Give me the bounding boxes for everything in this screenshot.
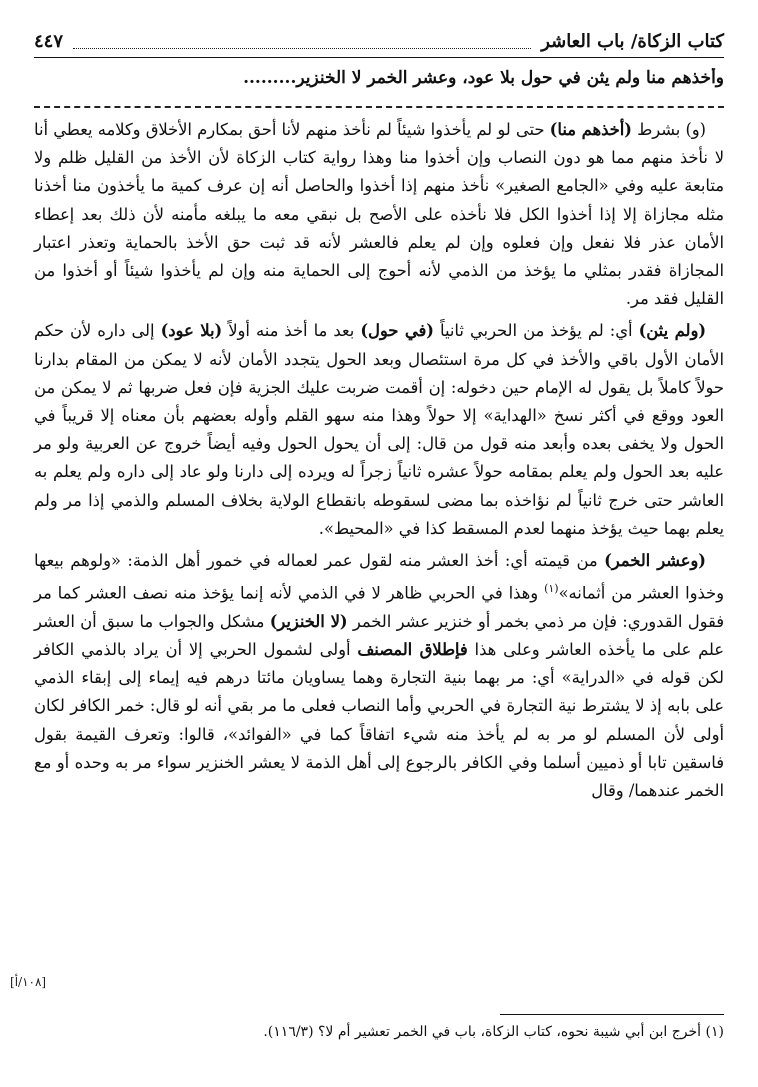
text-run: وهذا في الحربي ظاهر لا في الذمي لأنه إنما يؤخذ منه نصف العشر كما مر فقول القدوري: فإن مر ذمي بخمر أو خنزير عشر الخمر <box>34 583 725 631</box>
manuscript-folio-ref: [١٠٨/أ] <box>10 975 47 989</box>
footnote-rule <box>500 1014 724 1015</box>
bold-term: (وعشر الخمر) <box>604 551 706 571</box>
header-dotted-rule <box>73 34 531 49</box>
footnote: (١) أخرج ابن أبي شيبة نحوه، كتاب الزكاة، باب في الخمر تعشير أم لا؟ (١١٦/٣). <box>263 1024 724 1040</box>
bold-term: (في حول) <box>360 321 434 341</box>
text-run: إلى داره لأن حكم الأمان الأول باقي والأخذ في كل مرة استئصال وبعد الحول يتجدد الأمان لأنه لا يمكن من المقام بدارنا حولاً كاملاً بل يقول له الإمام حين دخوله: إن أقمت ضربت عليك الجزية فإن فعل ضربها ثم لا يمكن من العود ووقع في أكثر نسخ «الهداية» إلا حولاً وهذا منه سهو القلم وأوله بعضهم بأن معناه إلا قريباً في الحول ولا يخفى بعده وأبعد منه قول من قال: إلى أن يحول الحول وفيه أيضاً خروج عن العربية ولو مر عليه بعد الحول ولم يعلم بمقامه حولاً عشره ثانياً زجراً له ويرده إلى دارنا ولو عاد إلى داره ولم يعلم به العاشر حتى خرج ثانياً لم نؤاخذه بما مضى لسقوطه بانقطاع الولاية بخلاف المسلم والذمي إذا مر ولم يعلم بهما حيث يؤخذ منهما لعدم المسقط كذا في «المحيط». <box>34 321 724 538</box>
footnote-marker: (١) <box>544 582 559 596</box>
header-rule <box>34 57 724 58</box>
text-run: مشكل والجواب ما سبق أن العشر علم على ما يأخذه العاشر وعلى هذا <box>34 611 725 660</box>
bold-term: فإطلاق المصنف <box>357 640 468 660</box>
text-run: (و) بشرط <box>631 120 707 139</box>
chapter-title: كتاب الزكاة/ باب العاشر <box>541 30 724 52</box>
paragraph <box>34 547 724 805</box>
text-run: أولى لشمول الحربي إلا أن يراد بالذمي الكافر لكن قوله في «الدراية» أي: مر بهما بنية التجارة وهما يساويان مائتا درهم فيه إيماء إلى إبقاء الذمي على بابه إذ لا يشترط نية التجارة في الحربي وأما النصاب فعلى ما مر بقي أنه لو قال: خمر الكافر لكان أولى لأن المسلم لو مر به لم يأخذ منه شيء اتفاقاً كما في «الفوائد»، قالوا: وتعرف القيمة بقول فاسقين تابا أو ذميين أسلما وفي الكافر بالرجوع إلى أهل الذمة لا يعشر الخنزير سواء مر به وحده أو مع الخمر عندهما/ وقال <box>34 640 724 801</box>
bold-term: (أخذهم منا) <box>549 120 632 139</box>
matn-line: وأخذهم منا ولم يثن في حول بلا عود، وعشر الخمر لا الخنزير......... <box>243 68 724 88</box>
dashed-separator <box>34 106 724 108</box>
bold-term: (بلا عود) <box>160 321 223 341</box>
page-number: ٤٤٧ <box>34 30 64 52</box>
text-run: أي: لم يؤخذ من الحربي ثانياً <box>433 321 639 341</box>
bold-term: (ولم يثن) <box>638 321 707 341</box>
paragraph <box>34 116 724 313</box>
text-run: بعد ما أخذ منه أولاً <box>222 321 361 341</box>
running-header <box>34 26 724 56</box>
paragraph <box>34 317 724 543</box>
bold-term: (لا الخنزير) <box>269 611 348 631</box>
text-run: من قيمته أي: أخذ العشر منه لقول عمر لعماله في خمور أهل الذمة: «ولوهم بيعها وخذوا العشر من أثمانه» <box>34 551 724 603</box>
text-run: حتى لو لم يأخذوا شيئاً لم نأخذ منهم لأنا أحق بمكارم الأخلاق وكلامه يعطي أنا لا نأخذ منهم مما هو دون النصاب وإن أخذوا منا وهذا رواية كتاب الزكاة لأن الأخذ من القليل ظلم ولا متابعة عليه وفي «الجامع الصغير» نأخذ منهم إذا أخذوا والحاصل أنه إن عرف كمية ما يأخذون منا أخذنا مثله مجازاة إلا إذا أخذوا الكل فلا نأخذه على الأصح بل نبقي معه ما يبلغه مأمنه لأن ذلك بعد إعطاء الأمان عذر فلا نفعل وإن فعلوه وإن لم يعلم فالعشر لأنه قد ثبت حق الأخذ بالحماية وتعذر اعتبار المجازاة فقدر بمثلي ما يؤخذ من الذمي لأنه أحوج إلى الحماية منه وإن لم يأخذوا شيئاً أو أخذوا من القليل فقد مر. <box>34 120 724 309</box>
commentary-body <box>34 116 724 809</box>
